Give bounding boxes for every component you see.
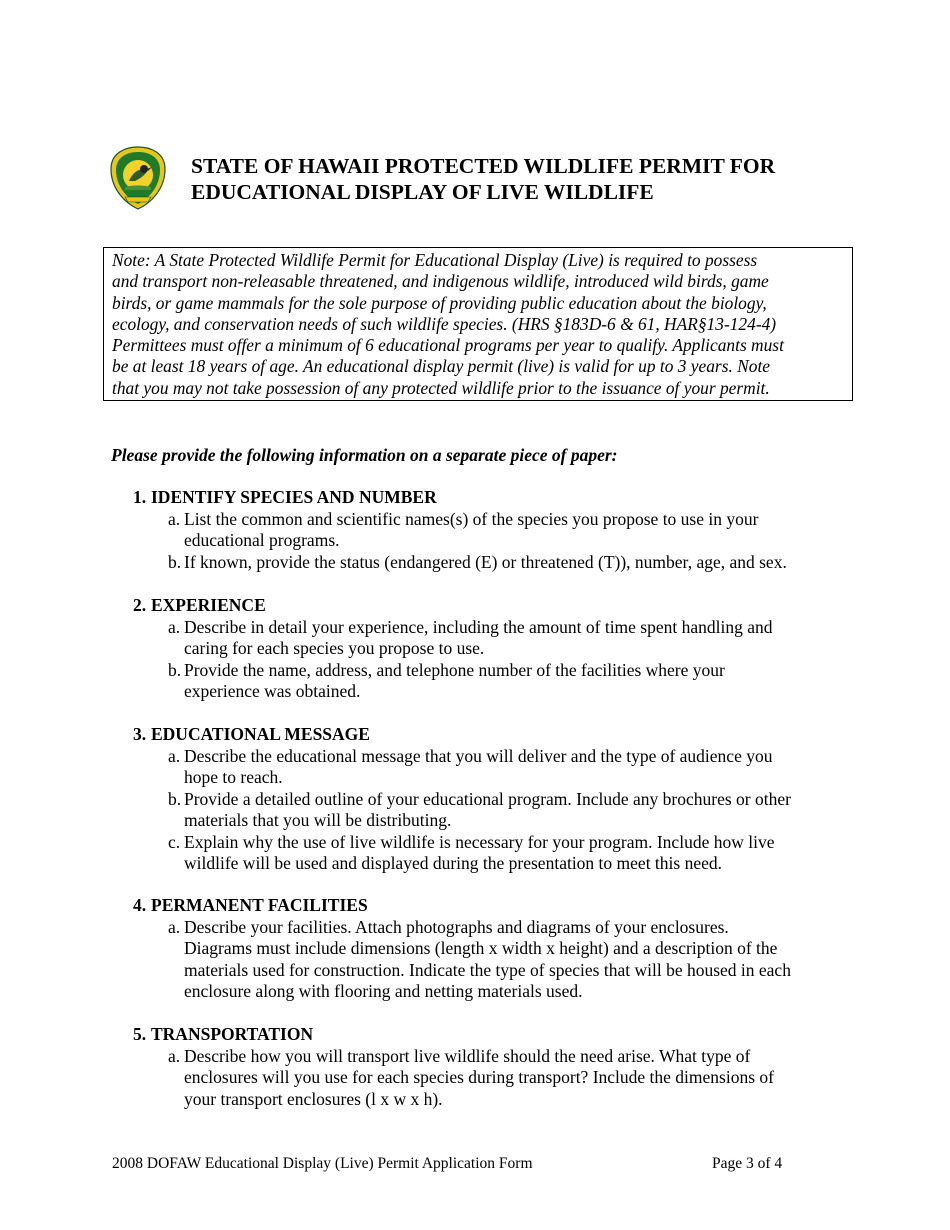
item-marker: a. — [168, 745, 181, 766]
footer-page-number: Page 3 of 4 — [712, 1155, 783, 1172]
list-item — [133, 789, 853, 832]
item-line: Diagrams must include dimensions (length x width x height) and a description of the — [184, 938, 778, 958]
title-line: STATE OF HAWAII PROTECTED WILDLIFE PERMIT FOR — [191, 154, 776, 178]
list-item — [133, 746, 853, 789]
item-line: Describe in detail your experience, including the amount of time spent handling and — [184, 616, 773, 637]
section-heading — [133, 595, 853, 617]
item-line: Provide a detailed outline of your educational program. Include any brochures or other — [184, 788, 791, 809]
note-line: ecology, and conservation needs of such wildlife species. (HRS §183D-6 & 61, HAR§13-124-4) — [112, 313, 777, 334]
section-permanent-facilities — [133, 895, 853, 1003]
section-number: 4. — [133, 895, 147, 915]
note-box — [103, 247, 853, 401]
list-item — [133, 617, 853, 660]
item-marker: a. — [168, 616, 181, 637]
item-marker: b. — [168, 788, 182, 809]
section-number: 1. — [133, 487, 147, 507]
item-marker: a. — [168, 916, 181, 937]
section-heading — [133, 895, 853, 917]
note-line: Note: A State Protected Wildlife Permit for Educational Display (Live) is required to possess — [112, 250, 758, 270]
item-marker: b. — [168, 659, 182, 680]
section-title: TRANSPORTATION — [151, 1024, 314, 1044]
instructions-heading: Please provide the following information on a separate piece of paper: — [111, 445, 618, 465]
item-line: enclosure along with flooring and netting materials used. — [184, 981, 583, 1001]
list-item — [133, 660, 853, 703]
footer-form-name: 2008 DOFAW Educational Display (Live) Permit Application Form — [112, 1155, 533, 1172]
item-line: Provide the name, address, and telephone number of the facilities where your — [184, 659, 725, 680]
item-line: materials used for construction. Indicate the type of species that will be housed in each — [184, 959, 791, 980]
item-line: If known, provide the status (endangered (E) or threatened (T)), number, age, and sex. — [184, 551, 787, 572]
item-line: List the common and scientific names(s) of the species you propose to use in your — [184, 508, 759, 529]
item-line: Explain why the use of live wildlife is necessary for your program. Include how live — [184, 831, 775, 852]
list-item — [133, 552, 853, 574]
section-number: 2. — [133, 595, 147, 615]
dofaw-seal-icon — [107, 145, 169, 211]
note-line: that you may not take possession of any protected wildlife prior to the issuance of your permit. — [112, 377, 770, 398]
note-line: birds, or game mammals for the sole purpose of providing public education about the biology, — [112, 292, 767, 313]
section-title: IDENTIFY SPECIES AND NUMBER — [151, 487, 437, 507]
section-title: PERMANENT FACILITIES — [151, 895, 368, 915]
item-marker: a. — [168, 1045, 181, 1066]
note-line: be at least 18 years of age. An educational display permit (live) is valid for up to 3 years. Note — [112, 356, 771, 377]
item-line: Describe your facilities. Attach photographs and diagrams of your enclosures. — [184, 916, 729, 937]
title-line: EDUCATIONAL DISPLAY OF LIVE WILDLIFE — [191, 180, 654, 204]
section-number: 5. — [133, 1024, 147, 1044]
page-title — [191, 153, 891, 205]
item-marker: c. — [168, 831, 181, 852]
note-line: and transport non-releasable threatened, and indigenous wildlife, introduced wild birds, game — [112, 271, 769, 292]
section-transportation — [133, 1024, 853, 1110]
list-item — [133, 832, 853, 875]
section-heading — [133, 487, 853, 509]
section-educational-message — [133, 724, 853, 875]
section-heading — [133, 724, 853, 746]
item-line: hope to reach. — [184, 767, 283, 787]
item-line: experience was obtained. — [184, 681, 361, 701]
list-item — [133, 509, 853, 552]
item-marker: a. — [168, 508, 181, 529]
section-title: EXPERIENCE — [151, 595, 266, 615]
item-marker: b. — [168, 551, 182, 572]
item-line: enclosures will you use for each species during transport? Include the dimensions of — [184, 1067, 774, 1087]
section-species — [133, 487, 853, 573]
item-line: wildlife will be used and displayed during the presentation to meet this need. — [184, 853, 722, 873]
list-item — [133, 917, 853, 1003]
item-line: educational programs. — [184, 530, 340, 550]
section-title: EDUCATIONAL MESSAGE — [151, 724, 370, 744]
item-line: materials that you will be distributing. — [184, 810, 452, 830]
note-line: Permittees must offer a minimum of 6 educational programs per year to qualify. Applicants must — [112, 335, 784, 356]
item-line: Describe the educational message that you will deliver and the type of audience you — [184, 745, 773, 766]
item-line: your transport enclosures (l x w x h). — [184, 1088, 443, 1109]
item-line: caring for each species you propose to use. — [184, 638, 485, 658]
section-heading — [133, 1024, 853, 1046]
section-number: 3. — [133, 724, 147, 744]
item-line: Describe how you will transport live wildlife should the need arise. What type of — [184, 1045, 751, 1066]
list-item — [133, 1046, 853, 1111]
section-experience — [133, 595, 853, 703]
